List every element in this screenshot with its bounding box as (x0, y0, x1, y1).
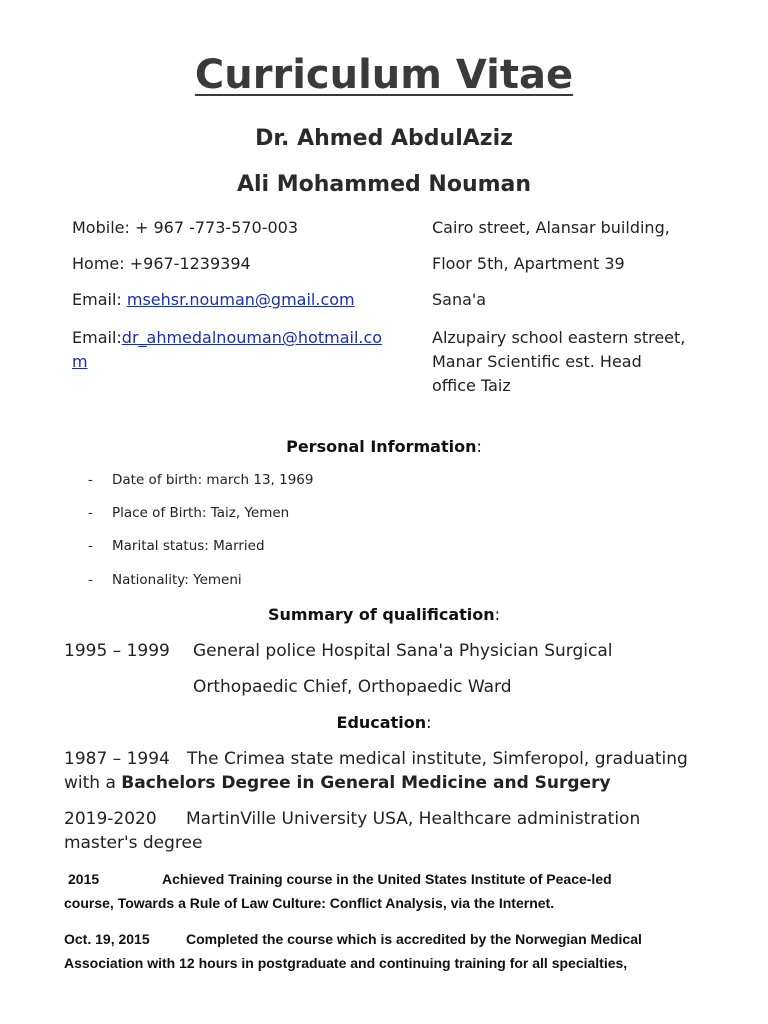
education-entry-4-line-1: Completed the course which is accredited by the Norwegian Medical (186, 931, 642, 947)
list-item: - Nationality: Yemeni (88, 572, 242, 588)
education-entry-1-years: 1987 – 1994 (64, 749, 170, 769)
education-entry-2-line-2: master's degree (64, 833, 203, 853)
name-line-2: Ali Mohammed Nouman (236, 172, 532, 197)
education-entry-1-text: The Crimea state medical institute, Simferopol, graduating (187, 749, 688, 769)
education-entry-2-years: 2019-2020 (64, 809, 157, 829)
qualification-years: 1995 – 1999 (64, 641, 170, 661)
email-row-1 (72, 290, 355, 309)
email-link-gmail[interactable]: msehsr.nouman@gmail.com (126, 290, 355, 309)
section-heading-personal: Personal Information: (286, 437, 482, 456)
email-label: Email: (72, 290, 127, 309)
email-link-hotmail[interactable]: dr_ahmedalnouman@hotmail.co (121, 328, 383, 347)
address-line-4: Alzupairy school eastern street, (432, 328, 686, 347)
qualification-line-2: Orthopaedic Chief, Orthopaedic Ward (193, 677, 512, 697)
email-label: Email: (72, 328, 122, 347)
qualification-line-1: General police Hospital Sana'a Physician Surgical (193, 641, 613, 661)
address-line-6: office Taiz (432, 376, 511, 395)
education-entry-3-line-1: Achieved Training course in the United States Institute of Peace-led (162, 871, 612, 887)
education-entry-2-text: MartinVille University USA, Healthcare administration (186, 809, 641, 829)
education-entry-1-line-2: with a Bachelors Degree in General Medicine and Surgery (64, 773, 611, 793)
email-link-hotmail-wrap[interactable]: m (72, 352, 88, 371)
list-item: - Date of birth: march 13, 1969 (88, 472, 314, 488)
address-line-5: Manar Scientific est. Head (432, 352, 642, 371)
list-item: - Marital status: Married (88, 538, 265, 554)
education-entry-4-date: Oct. 19, 2015 (64, 931, 150, 947)
home-number: Home: +967-1239394 (72, 254, 251, 273)
mobile-number: Mobile: + 967 -773-570-003 (72, 218, 299, 237)
address-line-2: Floor 5th, Apartment 39 (432, 254, 625, 273)
address-line-3: Sana'a (432, 290, 487, 309)
list-item: - Place of Birth: Taiz, Yemen (88, 505, 290, 521)
name-line-1: Dr. Ahmed AbdulAziz (255, 126, 513, 151)
address-line-1: Cairo street, Alansar building, (432, 218, 670, 237)
education-entry-3-year: 2015 (68, 871, 100, 887)
education-entry-3-line-2: course, Towards a Rule of Law Culture: Conflict Analysis, via the Internet. (64, 895, 555, 911)
section-heading-qualification: Summary of qualification: (267, 605, 501, 624)
email-row-2 (72, 326, 382, 374)
page-title: Curriculum Vitae (194, 52, 574, 98)
degree-title: Bachelors Degree in General Medicine and Surgery (121, 773, 611, 793)
address-block-taiz (432, 326, 685, 398)
education-entry-4-line-2: Association with 12 hours in postgraduate and continuing training for all specialties, (64, 955, 628, 971)
section-heading-education: Education: (336, 713, 432, 732)
